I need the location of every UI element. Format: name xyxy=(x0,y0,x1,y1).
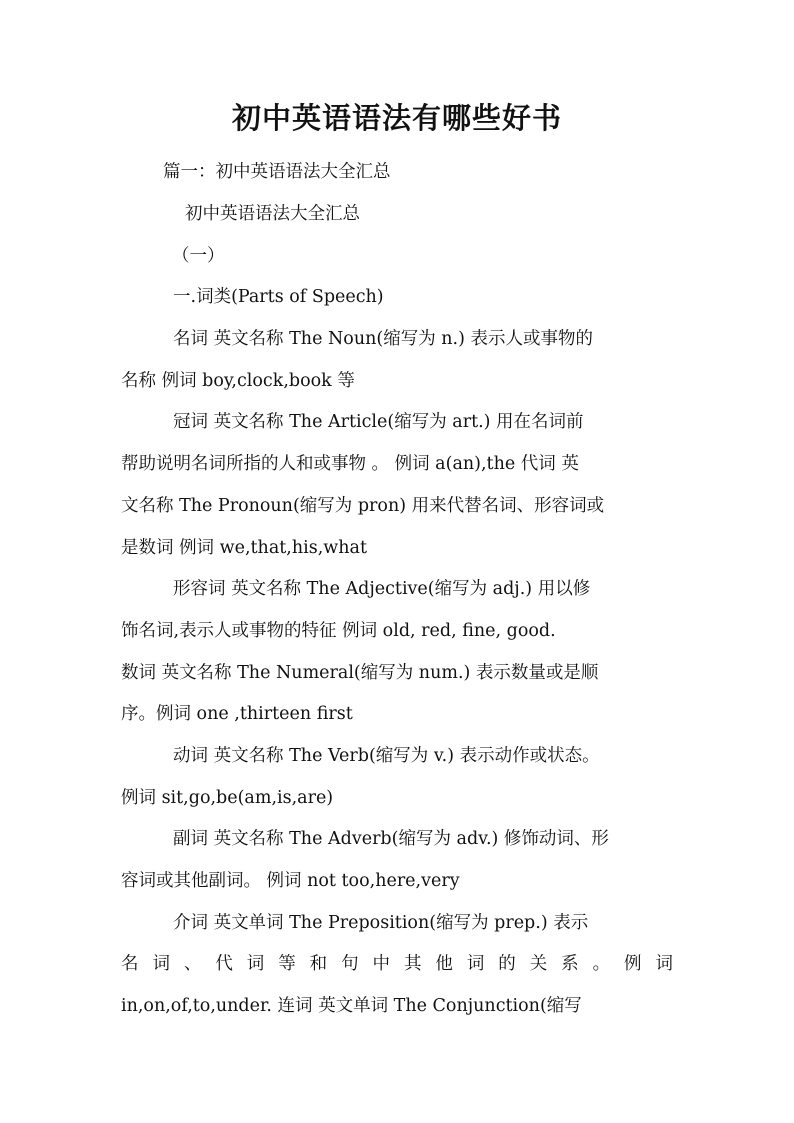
subtitle: 初中英语语法大全汇总 xyxy=(185,204,360,224)
part-marker: （一） xyxy=(172,246,225,266)
body-line: 帮助说明名词所指的人和或事物 。 例词 a(an),the 代词 英 xyxy=(121,454,579,474)
body-line: 数词 英文名称 The Numeral(缩写为 num.) 表示数量或是顺 xyxy=(121,663,599,683)
body-line: 冠词 英文名称 The Article(缩写为 art.) 用在名词前 xyxy=(173,412,584,432)
body-line: 名 词 、 代 词 等 和 句 中 其 他 词 的 关 系 。 例 词 xyxy=(121,954,673,974)
section-heading: 篇一：初中英语语法大全汇总 xyxy=(163,162,391,182)
body-line: in,on,of,to,under. 连词 英文单词 The Conjunction(缩写 xyxy=(121,996,582,1016)
body-line: 动词 英文名称 The Verb(缩写为 v.) 表示动作或状态。 xyxy=(173,746,600,766)
body-line: 副词 英文名称 The Adverb(缩写为 adv.) 修饰动词、形 xyxy=(173,829,609,849)
page-title: 初中英语语法有哪些好书 xyxy=(231,101,562,135)
body-line: 饰名词,表示人或事物的特征 例词 old, red, fine, good. xyxy=(121,621,556,641)
body-line: 名词 英文名称 The Noun(缩写为 n.) 表示人或事物的 xyxy=(173,329,593,349)
body-line: 文名称 The Pronoun(缩写为 pron) 用来代替名词、形容词或 xyxy=(121,496,605,516)
body-line: 名称 例词 boy,clock,book 等 xyxy=(121,371,355,391)
body-line: 容词或其他副词。 例词 not too,here,very xyxy=(121,871,460,891)
body-line: 序。例词 one ,thirteen first xyxy=(121,704,353,724)
body-line: 是数词 例词 we,that,his,what xyxy=(121,538,367,558)
body-line: 形容词 英文名称 The Adjective(缩写为 adj.) 用以修 xyxy=(173,579,591,599)
body-line: 例词 sit,go,be(am,is,are) xyxy=(121,788,334,808)
body-line: 介词 英文单词 The Preposition(缩写为 prep.) 表示 xyxy=(173,913,589,933)
parts-heading: 一.词类(Parts of Speech) xyxy=(173,287,384,307)
